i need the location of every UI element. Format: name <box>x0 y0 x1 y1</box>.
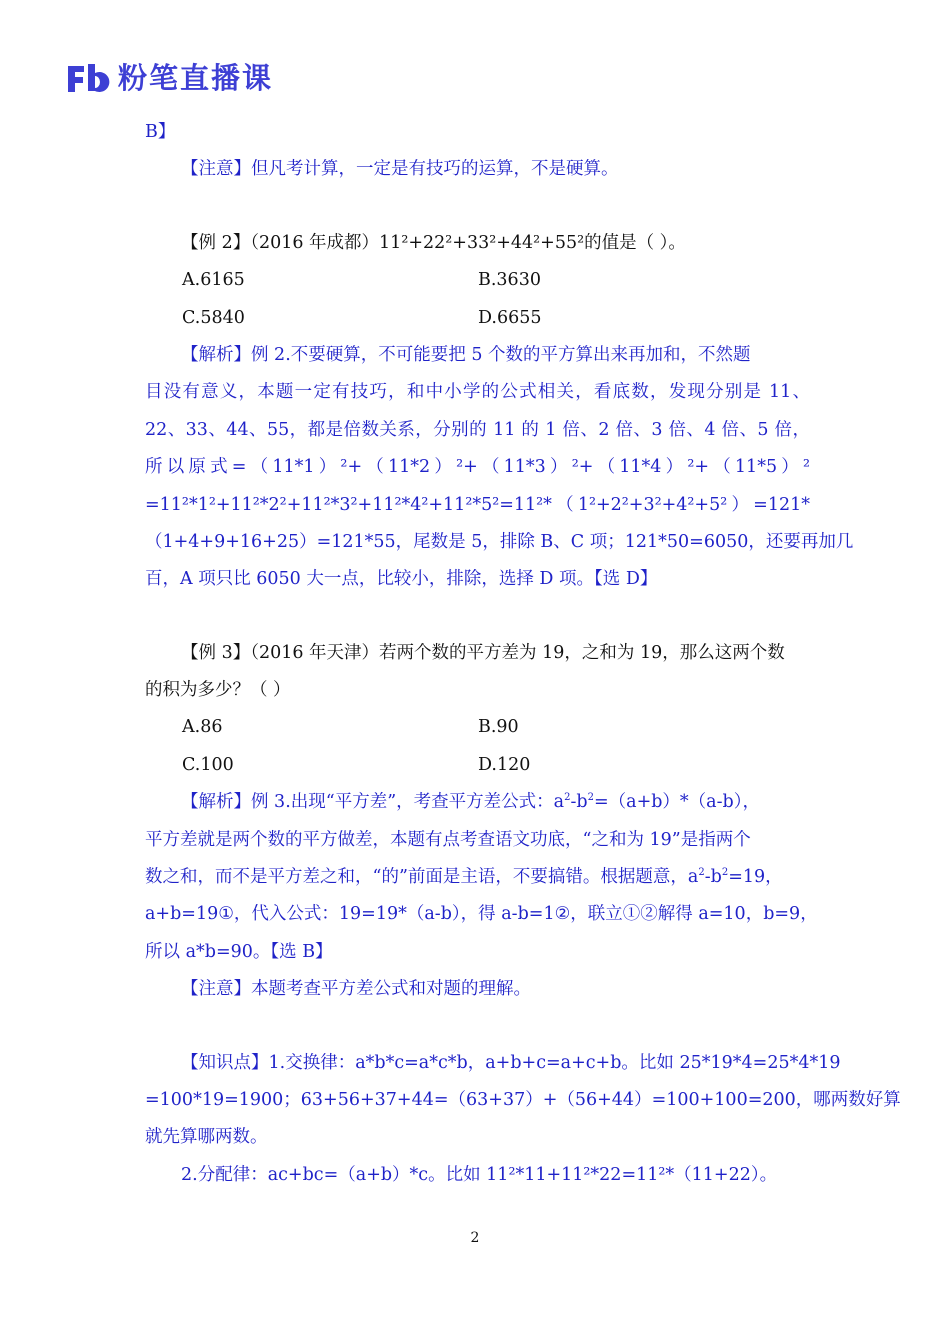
example-3-question-cont: 的积为多少？（ ） <box>145 680 291 701</box>
example-3-options-row-1 <box>145 709 810 746</box>
example-3-question: 【例 3】（2016 年天津）若两个数的平方差为 19，之和为 19，那么这两个数 <box>181 642 785 663</box>
top-answer: B】 <box>145 122 176 142</box>
option-c: C.100 <box>182 754 234 775</box>
knowledge-line: 就先算哪两数。 <box>145 1127 268 1148</box>
example-2-analysis-line: 所以原式=（11*1）²+（11*2）²+（11*3）²+（11*4）²+（11*5）² <box>145 457 810 478</box>
example-2-analysis-line: 【解析】例 2.不要硬算，不可能要把 5 个数的平方算出来再加和，不然题 <box>181 344 751 365</box>
example-2-analysis-line: 目没有意义，本题一定有技巧，和中小学的公式相关，看底数，发现分别是 11、 <box>145 382 810 403</box>
example-3-analysis-line: 平方差就是两个数的平方做差，本题有点考查语文功底，“之和为 19”是指两个 <box>145 829 751 850</box>
example-2-analysis-line: =11²*1²+11²*2²+11²*3²+11²*4²+11²*5²=11²*（1²+2²+3²+4²+5²）=121* <box>145 494 810 515</box>
example-3-analysis-line: a+b=19①，代入公式：19=19*（a-b），得 a-b=1②，联立①②解得 a=10，b=9， <box>145 904 818 925</box>
knowledge-line: 2.分配律：ac+bc=（a+b）*c。比如 11²*11+11²*22=11²*（11+22）。 <box>181 1164 778 1185</box>
option-a: A.6165 <box>182 270 245 291</box>
brand-logo <box>66 62 273 94</box>
example-3-analysis-line: 所以 a*b=90。【选 B】 <box>145 941 333 962</box>
option-a: A.86 <box>182 717 223 738</box>
example-2-question: 【例 2】（2016 年成都）11²+22²+33²+44²+55²的值是（ ）。 <box>181 232 686 253</box>
note-2: 【注意】本题考查平方差公式和对题的理解。 <box>181 979 531 1000</box>
fb-logo-icon <box>66 62 112 94</box>
example-2-analysis-line: 百，A 项只比 6050 大一点，比较小，排除，选择 D 项。【选 D】 <box>145 569 658 590</box>
example-2-options-row-1 <box>145 262 810 299</box>
note-1: 【注意】但凡考计算，一定是有技巧的运算，不是硬算。 <box>181 159 619 180</box>
option-b: B.90 <box>478 717 519 738</box>
example-2-analysis-line: 22、33、44、55，都是倍数关系，分别的 11 的 1 倍、2 倍、3 倍、4 倍、5 倍， <box>145 419 810 440</box>
knowledge-line: =100*19=1900；63+56+37+44=（63+37）+（56+44）=100+100=200，哪两数好算 <box>145 1089 901 1110</box>
page-number: 2 <box>470 1230 480 1246</box>
option-d: D.6655 <box>478 307 542 328</box>
example-2-analysis-line: （1+4+9+16+25）=121*55，尾数是 5，排除 B、C 项；121*50=6050，还要再加几 <box>145 531 854 552</box>
brand-name: 粉笔直播课 <box>118 61 274 95</box>
option-c: C.5840 <box>182 307 245 328</box>
knowledge-line: 【知识点】1.交换律：a*b*c=a*c*b，a+b+c=a+c+b。比如 25*19*4=25*4*19 <box>181 1052 841 1073</box>
example-3-analysis-line: 数之和，而不是平方差之和，“的”前面是主语，不要搞错。根据题意，$a^2-b^2=19$， <box>145 867 783 888</box>
example-2-options-row-2 <box>145 300 810 337</box>
example-3-options-row-2 <box>145 747 810 784</box>
document-body <box>145 114 901 1194</box>
option-d: D.120 <box>478 754 531 775</box>
example-3-analysis-line: 【解析】例 3.出现“平方差”，考查平方差公式：$a^2-b^2=(a+b)*(a-b)$， <box>181 792 760 813</box>
option-b: B.3630 <box>478 270 541 291</box>
